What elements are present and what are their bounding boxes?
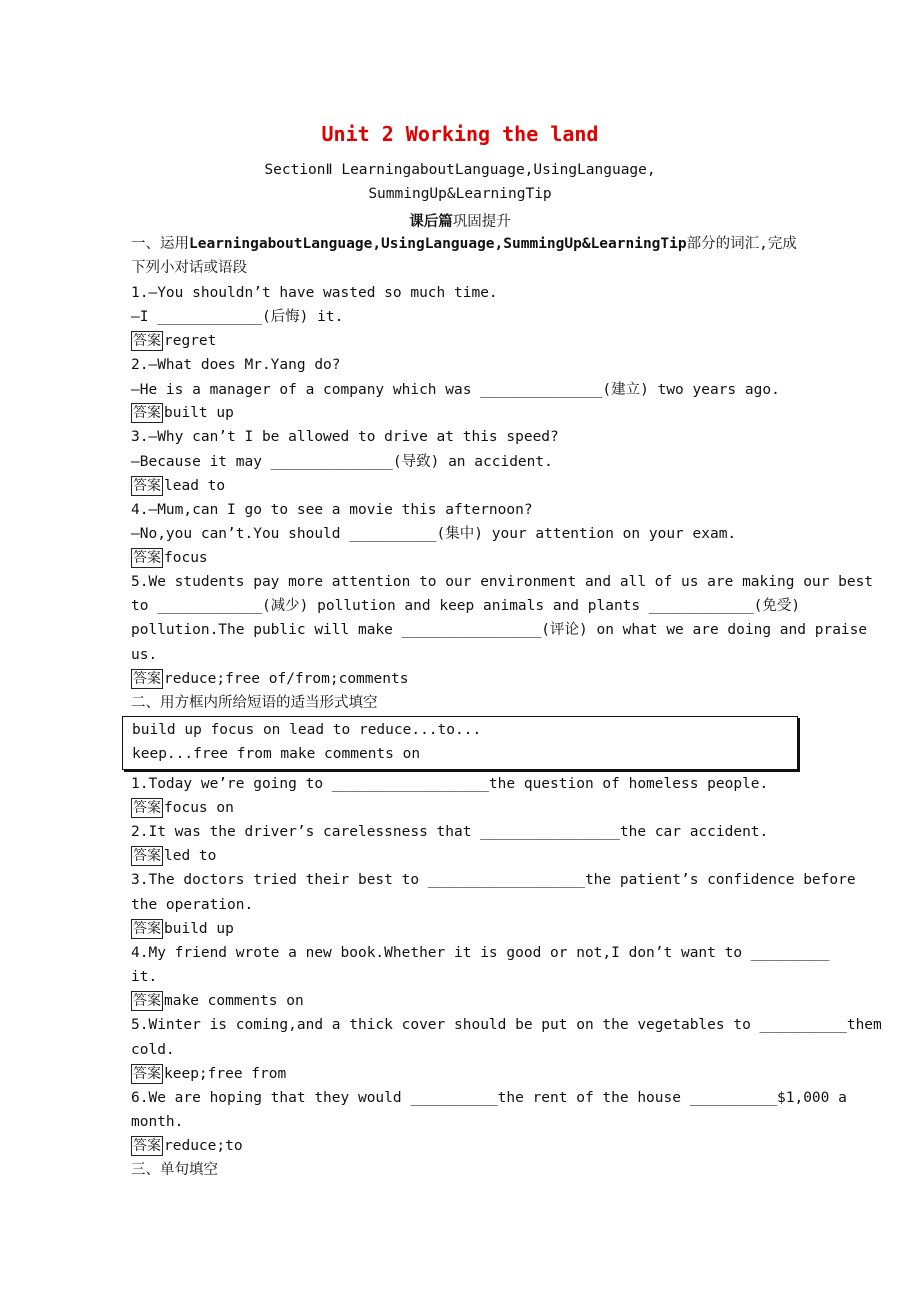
p2-answer-2 xyxy=(131,846,216,866)
answer-label-box: 答案 xyxy=(133,921,161,937)
p2-question-4a: 4.My friend wrote a new book.Whether it is good or not,I don’t want to _________ xyxy=(131,945,830,961)
section-subtitle-line2: SummingUp&LearningTip xyxy=(368,186,552,202)
answer-label-box: 答案 xyxy=(133,333,161,349)
answer-text: make comments on xyxy=(164,993,304,1009)
p2-question-3a: 3.The doctors tried their best to __________________the patient’s confidence before xyxy=(131,872,856,888)
answer-text: focus on xyxy=(164,800,234,816)
answer-label-box: 答案 xyxy=(133,550,161,566)
part1-heading-suffix: 部分的词汇,完成 xyxy=(686,236,797,252)
p2-answer-4 xyxy=(131,991,304,1011)
answer-text: keep;free from xyxy=(164,1066,287,1082)
p1-question-5d: us. xyxy=(131,647,158,663)
p2-answer-3 xyxy=(131,919,234,939)
p1-answer-2 xyxy=(131,403,234,423)
answer-text: led to xyxy=(164,848,217,864)
phrase-box-line2: keep...free from make comments on xyxy=(132,746,421,762)
p1-question-1b: —I ____________(后悔) it. xyxy=(131,309,344,325)
p1-question-4a: 4.—Mum,can I go to see a movie this afternoon? xyxy=(131,502,533,518)
p2-question-6b: month. xyxy=(131,1114,184,1130)
p2-question-5a: 5.Winter is coming,and a thick cover should be put on the vegetables to __________them xyxy=(131,1017,882,1033)
part1-heading-line2: 下列小对话或语段 xyxy=(131,260,247,276)
p2-question-2: 2.It was the driver’s carelessness that ________________the car accident. xyxy=(131,824,769,840)
answer-text: build up xyxy=(164,921,234,937)
answer-text: lead to xyxy=(164,478,226,494)
p2-question-5b: cold. xyxy=(131,1042,175,1058)
p1-question-5a: 5.We students pay more attention to our environment and all of us are making our best xyxy=(131,574,874,590)
section-subtitle-line1: SectionⅡ LearningaboutLanguage,UsingLanguage, xyxy=(264,162,656,178)
answer-text: regret xyxy=(164,333,217,349)
p2-answer-1 xyxy=(131,798,234,818)
part2-heading: 二、用方框内所给短语的适当形式填空 xyxy=(131,695,378,711)
p1-question-3a: 3.—Why can’t I be allowed to drive at this speed? xyxy=(131,429,559,445)
answer-text: built up xyxy=(164,405,234,421)
answer-text: reduce;free of/from;comments xyxy=(164,671,409,687)
p2-question-4b: it. xyxy=(131,969,158,985)
p2-answer-6 xyxy=(131,1136,243,1156)
p1-answer-1 xyxy=(131,331,216,351)
part1-heading-line1 xyxy=(131,234,797,254)
answer-label-box: 答案 xyxy=(133,405,161,421)
p2-question-1: 1.Today we’re going to __________________the question of homeless people. xyxy=(131,776,769,792)
answer-label-box: 答案 xyxy=(133,478,161,494)
part3-heading: 三、单句填空 xyxy=(131,1162,218,1178)
p1-answer-5 xyxy=(131,669,408,689)
answer-label-box: 答案 xyxy=(133,671,161,687)
answer-label-box: 答案 xyxy=(133,800,161,816)
phrase-box-line1: build up focus on lead to reduce...to... xyxy=(132,722,482,738)
answer-label-box: 答案 xyxy=(133,1066,161,1082)
answer-label-box: 答案 xyxy=(133,848,161,864)
p1-question-4b: —No,you can’t.You should __________(集中) your attention on your exam. xyxy=(131,526,737,542)
p1-answer-4 xyxy=(131,548,208,568)
phrase-box xyxy=(122,716,798,770)
p1-question-5b: to ____________(减少) pollution and keep animals and plants ____________(免受) xyxy=(131,598,801,614)
part1-heading-sections: LearningaboutLanguage,UsingLanguage,SummingUp&LearningTip xyxy=(189,236,687,252)
after-class-label: 课后篇 xyxy=(409,214,453,230)
p1-question-2b: —He is a manager of a company which was ______________(建立) two years ago. xyxy=(131,382,780,398)
part1-heading-prefix: 一、运用 xyxy=(131,236,189,252)
answer-label-box: 答案 xyxy=(133,1138,161,1154)
p2-question-3b: the operation. xyxy=(131,897,254,913)
answer-text: focus xyxy=(164,550,208,566)
p1-answer-3 xyxy=(131,476,225,496)
section-subtitle-line3 xyxy=(0,210,920,231)
p1-question-5c: pollution.The public will make ________________(评论) on what we are doing and praise xyxy=(131,622,868,638)
p1-question-3b: —Because it may ______________(导致) an accident. xyxy=(131,454,553,470)
p2-question-6a: 6.We are hoping that they would __________the rent of the house __________$1,000 a xyxy=(131,1090,847,1106)
p1-question-1a: 1.—You shouldn’t have wasted so much time. xyxy=(131,285,498,301)
answer-label-box: 答案 xyxy=(133,993,161,1009)
answer-text: reduce;to xyxy=(164,1138,243,1154)
page-title: Unit 2 Working the land xyxy=(321,122,599,146)
p2-answer-5 xyxy=(131,1064,286,1084)
p1-question-2a: 2.—What does Mr.Yang do? xyxy=(131,357,341,373)
consolidation-label: 巩固提升 xyxy=(452,214,511,230)
